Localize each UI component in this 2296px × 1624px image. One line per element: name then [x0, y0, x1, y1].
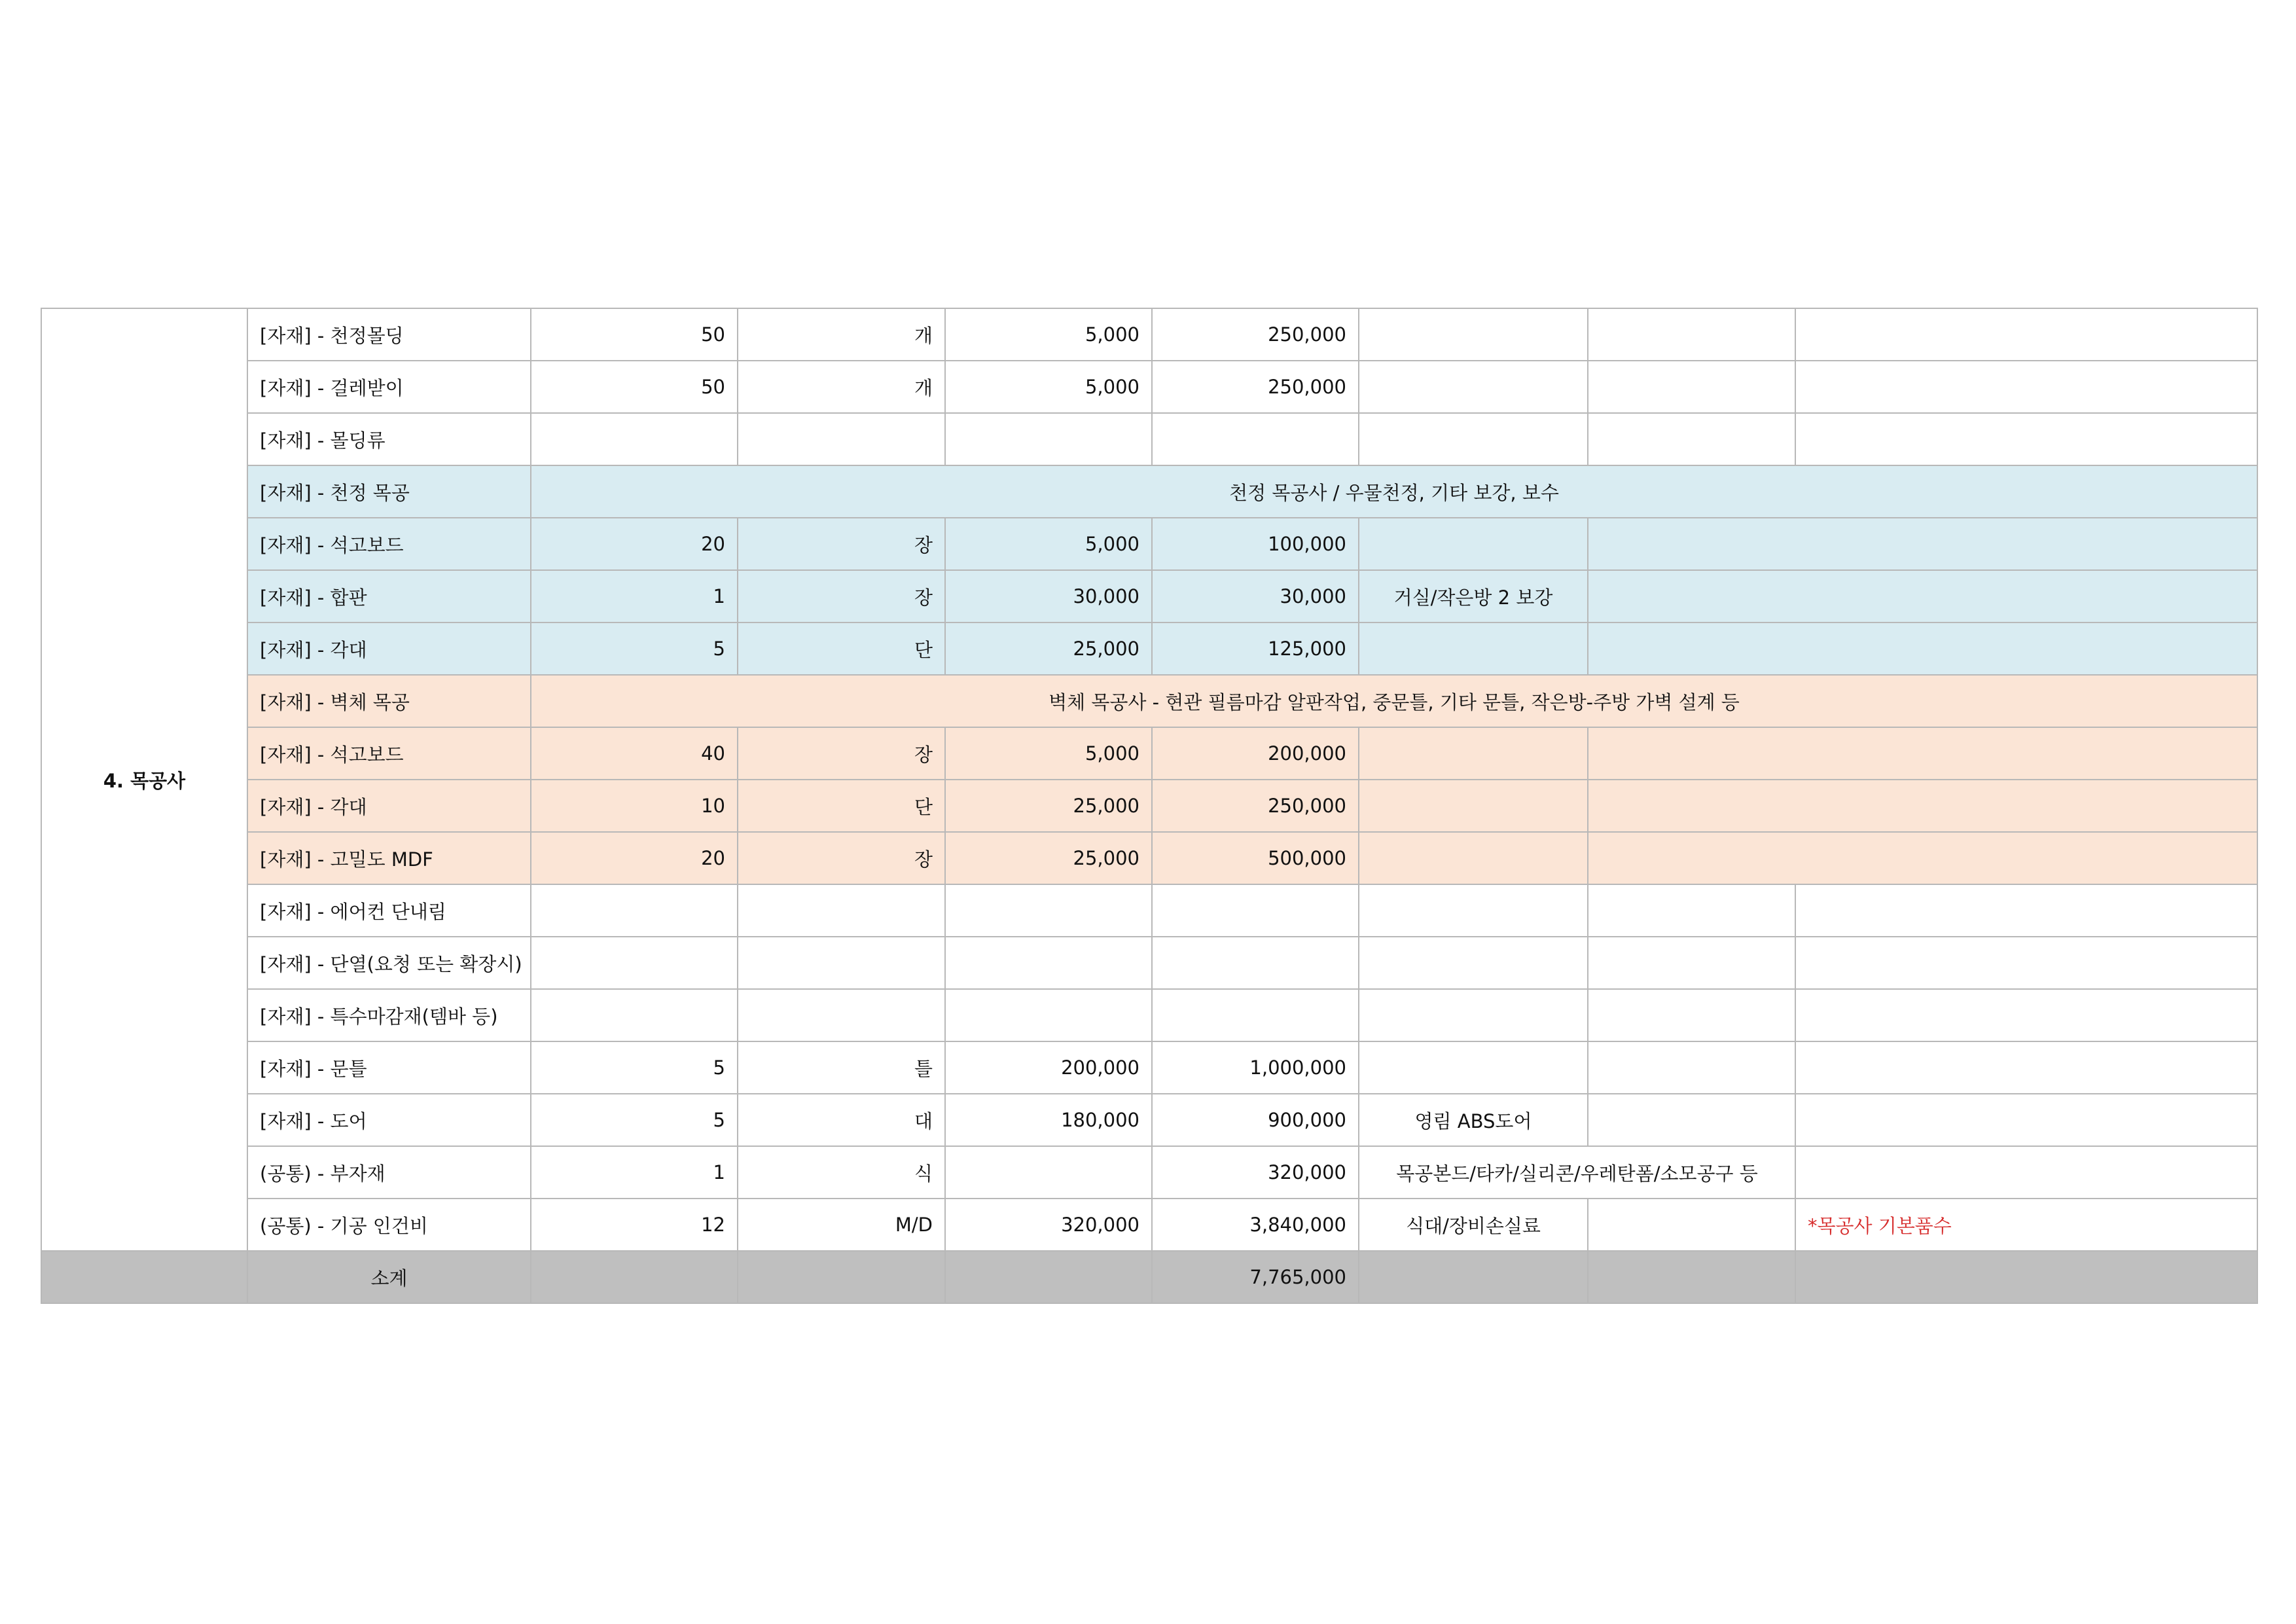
note-cell	[1588, 1199, 1795, 1251]
qty-cell: 40	[531, 727, 738, 780]
note-cell	[1359, 727, 1588, 780]
note-cell	[1588, 937, 1795, 989]
remark-cell: *목공사 기본품수	[1795, 1199, 2257, 1251]
note-cell	[1588, 1041, 1795, 1094]
section-description: 천정 목공사 / 우물천정, 기타 보강, 보수	[531, 465, 2257, 518]
item-cell: [자재] - 합판	[247, 570, 531, 623]
qty-cell: 10	[531, 780, 738, 832]
table-row	[41, 832, 2257, 884]
unit-cell: 장	[738, 832, 945, 884]
price-cell: 25,000	[945, 780, 1152, 832]
qty-cell: 50	[531, 361, 738, 413]
amount-cell: 500,000	[1152, 832, 1359, 884]
amount-cell	[1152, 989, 1359, 1041]
unit-cell: M/D	[738, 1199, 945, 1251]
subtotal-empty-cell	[41, 1251, 247, 1303]
table-row	[41, 308, 2257, 361]
unit-cell: 개	[738, 361, 945, 413]
price-cell	[945, 937, 1152, 989]
amount-cell: 1,000,000	[1152, 1041, 1359, 1094]
qty-cell	[531, 884, 738, 937]
note-cell	[1588, 727, 2257, 780]
note-cell	[1795, 1146, 2257, 1199]
item-cell: [자재] - 도어	[247, 1094, 531, 1146]
table-row	[41, 884, 2257, 937]
qty-cell: 1	[531, 1146, 738, 1199]
qty-cell: 12	[531, 1199, 738, 1251]
unit-cell: 대	[738, 1094, 945, 1146]
price-cell: 25,000	[945, 832, 1152, 884]
price-cell: 5,000	[945, 727, 1152, 780]
unit-cell: 틀	[738, 1041, 945, 1094]
price-cell: 30,000	[945, 570, 1152, 623]
subtotal-empty-cell	[1359, 1251, 1588, 1303]
item-cell: [자재] - 문틀	[247, 1041, 531, 1094]
item-cell: [자재] - 고밀도 MDF	[247, 832, 531, 884]
table-row	[41, 937, 2257, 989]
item-cell: (공통) - 기공 인건비	[247, 1199, 531, 1251]
unit-cell	[738, 989, 945, 1041]
qty-cell: 50	[531, 308, 738, 361]
price-cell: 320,000	[945, 1199, 1152, 1251]
price-cell	[945, 413, 1152, 465]
table-row	[41, 413, 2257, 465]
qty-cell: 5	[531, 623, 738, 675]
table-row	[41, 1094, 2257, 1146]
note-cell	[1359, 308, 1588, 361]
item-cell: [자재] - 특수마감재(템바 등)	[247, 989, 531, 1041]
note-cell: 목공본드/타카/실리콘/우레탄폼/소모공구 등	[1359, 1146, 1795, 1199]
amount-cell: 125,000	[1152, 623, 1359, 675]
table-row	[41, 623, 2257, 675]
item-cell: [자재] - 석고보드	[247, 727, 531, 780]
unit-cell: 단	[738, 623, 945, 675]
qty-cell: 5	[531, 1041, 738, 1094]
note-cell	[1588, 308, 1795, 361]
amount-cell: 250,000	[1152, 308, 1359, 361]
table-row	[41, 1041, 2257, 1094]
price-cell: 200,000	[945, 1041, 1152, 1094]
item-cell: [자재] - 벽체 목공	[247, 675, 531, 727]
note-cell	[1795, 361, 2257, 413]
item-cell: [자재] - 몰딩류	[247, 413, 531, 465]
amount-cell: 200,000	[1152, 727, 1359, 780]
note-cell	[1359, 623, 1588, 675]
qty-cell	[531, 937, 738, 989]
table-row	[41, 1199, 2257, 1251]
subtotal-row	[41, 1251, 2257, 1303]
subtotal-empty-cell	[945, 1251, 1152, 1303]
amount-cell	[1152, 937, 1359, 989]
category-cell: 4. 목공사	[41, 308, 247, 1251]
unit-cell: 장	[738, 570, 945, 623]
unit-cell	[738, 413, 945, 465]
table-row	[41, 989, 2257, 1041]
note-cell	[1588, 518, 2257, 570]
note-cell	[1359, 518, 1588, 570]
note-cell	[1588, 570, 2257, 623]
note-cell	[1795, 989, 2257, 1041]
amount-cell: 250,000	[1152, 361, 1359, 413]
note-cell	[1795, 1094, 2257, 1146]
section-description: 벽체 목공사 - 현관 필름마감 알판작업, 중문틀, 기타 문틀, 작은방-주방 가벽 설계 등	[531, 675, 2257, 727]
item-cell: [자재] - 걸레받이	[247, 361, 531, 413]
note-cell	[1359, 989, 1588, 1041]
item-cell: [자재] - 석고보드	[247, 518, 531, 570]
qty-cell: 1	[531, 570, 738, 623]
price-cell	[945, 884, 1152, 937]
unit-cell: 식	[738, 1146, 945, 1199]
note-cell	[1588, 780, 2257, 832]
amount-cell: 3,840,000	[1152, 1199, 1359, 1251]
unit-cell: 개	[738, 308, 945, 361]
note-cell	[1359, 884, 1588, 937]
price-cell: 5,000	[945, 361, 1152, 413]
unit-cell: 단	[738, 780, 945, 832]
unit-cell	[738, 937, 945, 989]
price-cell	[945, 989, 1152, 1041]
table-row	[41, 361, 2257, 413]
item-cell: [자재] - 에어컨 단내림	[247, 884, 531, 937]
note-cell: 영림 ABS도어	[1359, 1094, 1588, 1146]
subtotal-empty-cell	[1795, 1251, 2257, 1303]
note-cell	[1359, 832, 1588, 884]
note-cell: 거실/작은방 2 보강	[1359, 570, 1588, 623]
note-cell	[1588, 623, 2257, 675]
note-cell	[1588, 361, 1795, 413]
table-row	[41, 1146, 2257, 1199]
amount-cell: 250,000	[1152, 780, 1359, 832]
price-cell: 5,000	[945, 308, 1152, 361]
subtotal-empty-cell	[738, 1251, 945, 1303]
note-cell	[1588, 989, 1795, 1041]
amount-cell: 30,000	[1152, 570, 1359, 623]
unit-cell	[738, 884, 945, 937]
note-cell	[1588, 413, 1795, 465]
amount-cell: 900,000	[1152, 1094, 1359, 1146]
subtotal-label: 소계	[247, 1251, 531, 1303]
note-cell	[1359, 1041, 1588, 1094]
section-header-row	[41, 465, 2257, 518]
section-header-row	[41, 675, 2257, 727]
amount-cell	[1152, 413, 1359, 465]
note-cell	[1795, 937, 2257, 989]
table-row	[41, 780, 2257, 832]
qty-cell	[531, 413, 738, 465]
unit-cell: 장	[738, 727, 945, 780]
table-row	[41, 727, 2257, 780]
item-cell: [자재] - 각대	[247, 780, 531, 832]
note-cell	[1359, 361, 1588, 413]
price-cell	[945, 1146, 1152, 1199]
subtotal-empty-cell	[531, 1251, 738, 1303]
note-cell: 식대/장비손실료	[1359, 1199, 1588, 1251]
item-cell: [자재] - 천정몰딩	[247, 308, 531, 361]
note-cell	[1359, 937, 1588, 989]
item-cell: [자재] - 각대	[247, 623, 531, 675]
item-cell: (공통) - 부자재	[247, 1146, 531, 1199]
item-cell: [자재] - 천정 목공	[247, 465, 531, 518]
note-cell	[1588, 832, 2257, 884]
item-cell: [자재] - 단열(요청 또는 확장시)	[247, 937, 531, 989]
price-cell: 5,000	[945, 518, 1152, 570]
subtotal-empty-cell	[1588, 1251, 1795, 1303]
note-cell	[1588, 884, 1795, 937]
estimate-table	[41, 308, 2258, 1304]
qty-cell: 20	[531, 832, 738, 884]
note-cell	[1359, 413, 1588, 465]
note-cell	[1359, 780, 1588, 832]
table-row	[41, 518, 2257, 570]
note-cell	[1795, 413, 2257, 465]
note-cell	[1795, 884, 2257, 937]
amount-cell	[1152, 884, 1359, 937]
unit-cell: 장	[738, 518, 945, 570]
note-cell	[1588, 1094, 1795, 1146]
note-cell	[1795, 308, 2257, 361]
qty-cell: 20	[531, 518, 738, 570]
qty-cell	[531, 989, 738, 1041]
subtotal-amount: 7,765,000	[1152, 1251, 1359, 1303]
qty-cell: 5	[531, 1094, 738, 1146]
amount-cell: 100,000	[1152, 518, 1359, 570]
table-row	[41, 570, 2257, 623]
amount-cell: 320,000	[1152, 1146, 1359, 1199]
price-cell: 25,000	[945, 623, 1152, 675]
price-cell: 180,000	[945, 1094, 1152, 1146]
note-cell	[1795, 1041, 2257, 1094]
